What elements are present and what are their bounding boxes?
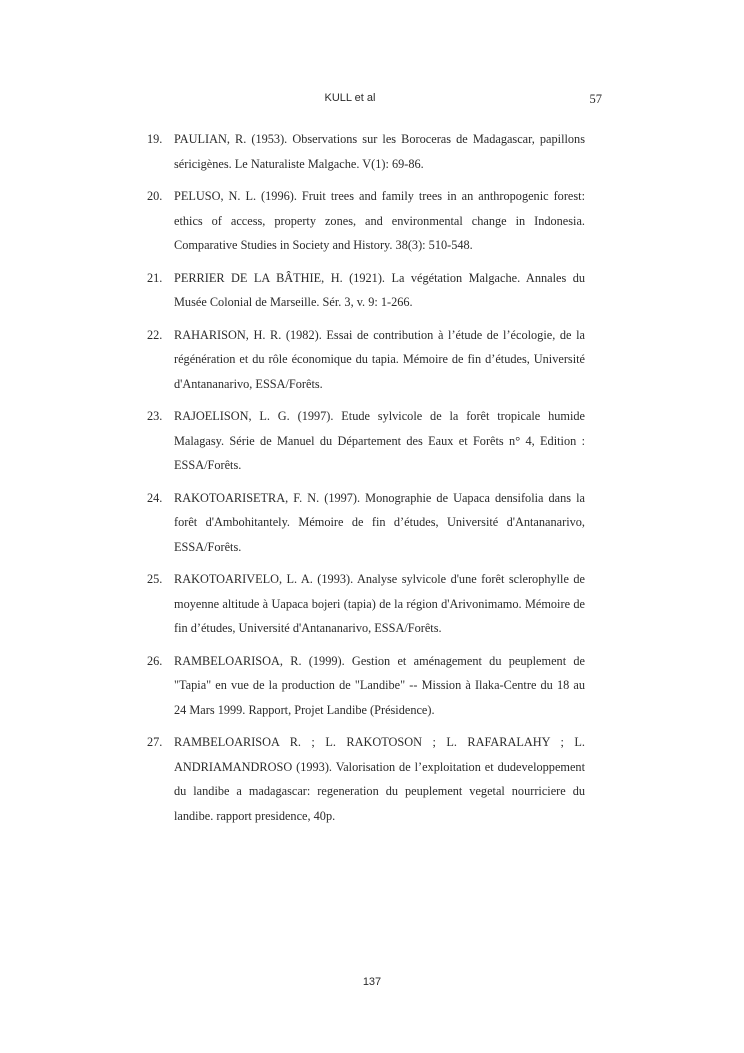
reference-item — [147, 404, 585, 478]
reference-number: 27. — [147, 735, 163, 749]
reference-item — [147, 184, 585, 258]
reference-text: RAJOELISON, L. G. (1997). Etude sylvicole de la forêt tropicale humide Malagasy. Série de Manuel du Département des Eaux et Forêts n° 4, Edition : ESSA/Forêts. — [174, 409, 585, 472]
reference-number: 22. — [147, 327, 163, 342]
reference-number: 21. — [147, 270, 163, 285]
reference-text: PELUSO, N. L. (1996). Fruit trees and family trees in an anthropogenic forest: ethics of access, property zones, and environmental change in Indonesia. Comparative Studies in Society and History. 38(3): 510-548. — [174, 189, 585, 252]
reference-item — [147, 266, 585, 315]
reference-text: RAKOTOARIVELO, L. A. (1993). Analyse sylvicole d'une forêt sclerophylle de moyenne altitude à Uapaca bojeri (tapia) de la région d'Arivonimamo. Mémoire de fin d’études, Université d'Antananarivo, ESSA/Forêts. — [174, 572, 585, 635]
reference-item — [147, 649, 585, 723]
reference-number: 24. — [147, 490, 163, 505]
reference-text: RAMBELOARISOA R. ; L. RAKOTOSON ; L. RAFARALAHY ; L. ANDRIAMANDROSO (1993). Valorisation de l’exploitation et dudeveloppement du landibe a madagascar: regeneration du peuplement vegetal nourriciere du landibe. rapport presidence, 40p. — [174, 735, 585, 823]
reference-text: PERRIER DE LA BÂTHIE, H. (1921). La végétation Malgache. Annales du Musée Colonial de Marseille. Sér. 3, v. 9: 1-266. — [174, 270, 585, 309]
reference-number: 23. — [147, 409, 163, 423]
reference-number: 20. — [147, 189, 163, 203]
footer-page-number: 137 — [362, 976, 382, 988]
reference-list — [147, 127, 585, 836]
reference-number: 26. — [147, 653, 163, 668]
header-page-number: 57 — [589, 92, 602, 106]
reference-text: PAULIAN, R. (1953). Observations sur les Boroceras de Madagascar, papillons séricigènes. Le Naturaliste Malgache. V(1): 69-86. — [174, 132, 585, 171]
reference-item — [147, 127, 585, 176]
reference-text: RAKOTOARISETRA, F. N. (1997). Monographie de Uapaca densifolia dans la forêt d'Ambohitantely. Mémoire de fin d’études, Université d'Antananarivo, ESSA/Forêts. — [174, 490, 585, 554]
reference-item — [147, 323, 585, 397]
reference-item — [147, 730, 585, 828]
running-title: KULL et al — [324, 92, 376, 104]
reference-number: 25. — [147, 572, 163, 586]
reference-number: 19. — [147, 132, 163, 146]
reference-text: RAMBELOARISOA, R. (1999). Gestion et aménagement du peuplement de "Tapia" en vue de la production de "Landibe" -- Mission à Ilaka-Centre du 18 au 24 Mars 1999. Rapport, Projet Landibe (Présidence). — [174, 653, 585, 717]
reference-item — [147, 567, 585, 641]
reference-item — [147, 486, 585, 560]
reference-text: RAHARISON, H. R. (1982). Essai de contribution à l’étude de l’écologie, de la régénération et du rôle économique du tapia. Mémoire de fin d’études, Université d'Antananarivo, ESSA/Forêts. — [174, 327, 585, 391]
page-header — [0, 86, 744, 106]
